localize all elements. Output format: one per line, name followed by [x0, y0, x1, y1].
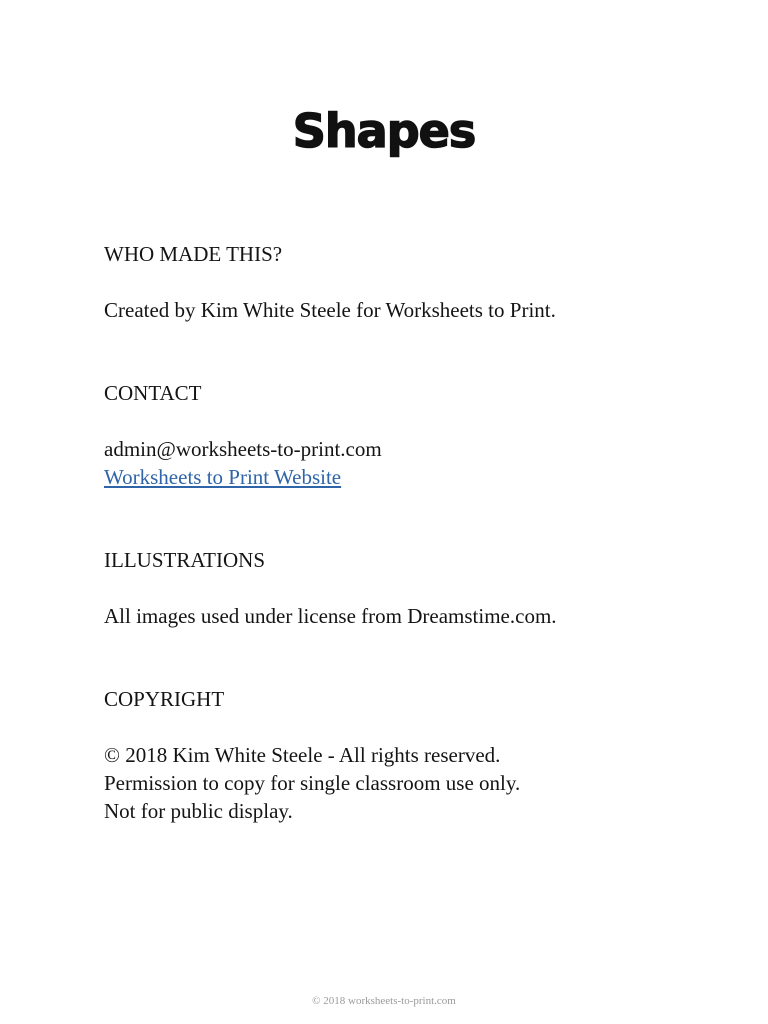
who-made-heading: WHO MADE THIS? — [104, 242, 283, 266]
creator-text: Created by Kim White Steele for Worksheets to Print. — [104, 298, 556, 322]
contact-heading: CONTACT — [104, 381, 202, 405]
footer-copyright: © 2018 worksheets-to-print.com — [312, 995, 456, 1007]
copyright-line-display: Not for public display. — [104, 799, 293, 823]
illustrations-section — [104, 546, 704, 630]
credits-content — [104, 240, 704, 825]
license-text: All images used under license from Dreamstime.com. — [104, 604, 557, 628]
illustrations-heading: ILLUSTRATIONS — [104, 548, 265, 572]
contact-email: admin@worksheets-to-print.com — [104, 437, 382, 461]
page-title: Shapes — [292, 103, 476, 158]
copyright-heading: COPYRIGHT — [104, 687, 225, 711]
website-link[interactable]: Worksheets to Print Website — [104, 465, 342, 489]
copyright-section — [104, 685, 704, 825]
contact-section — [104, 379, 704, 491]
who-made-section — [104, 240, 704, 324]
copyright-line-rights: © 2018 Kim White Steele - All rights reserved. — [104, 743, 501, 767]
copyright-line-permission: Permission to copy for single classroom use only. — [104, 771, 521, 795]
